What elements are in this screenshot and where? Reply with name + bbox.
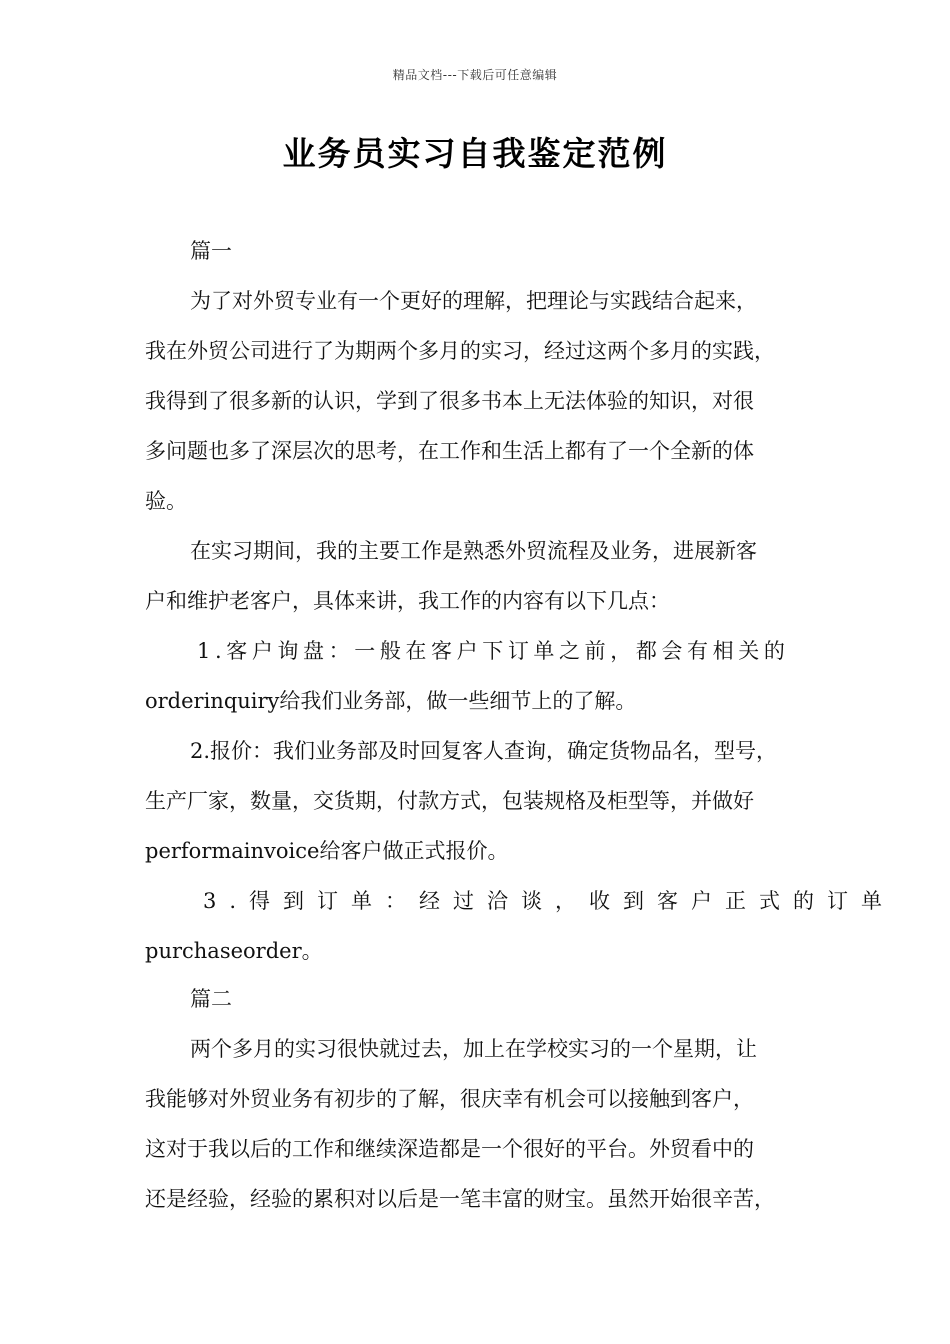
list-item-3-line: purchaseorder。 (145, 939, 323, 963)
list-item-2-line: 生产厂家，数量，交货期，付款方式，包装规格及柜型等，并做好 (145, 789, 754, 813)
paragraph-line: 验。 (145, 489, 187, 513)
paragraph-line: 多问题也多了深层次的思考，在工作和生活上都有了一个全新的体 (145, 439, 754, 463)
document-title: 业务员实习自我鉴定范例 (282, 134, 668, 173)
paragraph-line: 两个多月的实习很快就过去，加上在学校实习的一个星期，让 (190, 1037, 757, 1061)
list-item-1-line: orderinquiry给我们业务部，做一些细节上的了解。 (145, 689, 637, 713)
section-heading-2: 篇二 (190, 987, 232, 1011)
paragraph-line: 我得到了很多新的认识，学到了很多书本上无法体验的知识，对很 (145, 389, 754, 413)
paragraph-line: 户和维护老客户，具体来讲，我工作的内容有以下几点： (145, 589, 670, 613)
paragraph-line: 在实习期间，我的主要工作是熟悉外贸流程及业务，进展新客 (190, 539, 757, 563)
section-heading-1: 篇一 (190, 239, 232, 263)
list-item-3-line: 3.得到订单：经过洽谈，收到客户正式的订单 (203, 889, 896, 913)
header-note: 精品文档---下载后可任意编辑 (392, 68, 558, 82)
list-item-1-line: 1.客户询盘：一般在客户下订单之前，都会有相关的 (197, 639, 790, 663)
paragraph-line: 为了对外贸专业有一个更好的理解，把理论与实践结合起来， (190, 289, 757, 313)
paragraph-line: 还是经验，经验的累积对以后是一笔丰富的财宝。虽然开始很辛苦， (145, 1187, 775, 1211)
list-item-2-line: 2.报价：我们业务部及时回复客人查询，确定货物品名，型号， (190, 739, 778, 763)
paragraph-line: 这对于我以后的工作和继续深造都是一个很好的平台。外贸看中的 (145, 1137, 754, 1161)
paragraph-line: 我能够对外贸业务有初步的了解，很庆幸有机会可以接触到客户， (145, 1087, 754, 1111)
paragraph-line: 我在外贸公司进行了为期两个多月的实习，经过这两个多月的实践， (145, 339, 775, 363)
list-item-2-line: performainvoice给客户做正式报价。 (145, 839, 509, 863)
